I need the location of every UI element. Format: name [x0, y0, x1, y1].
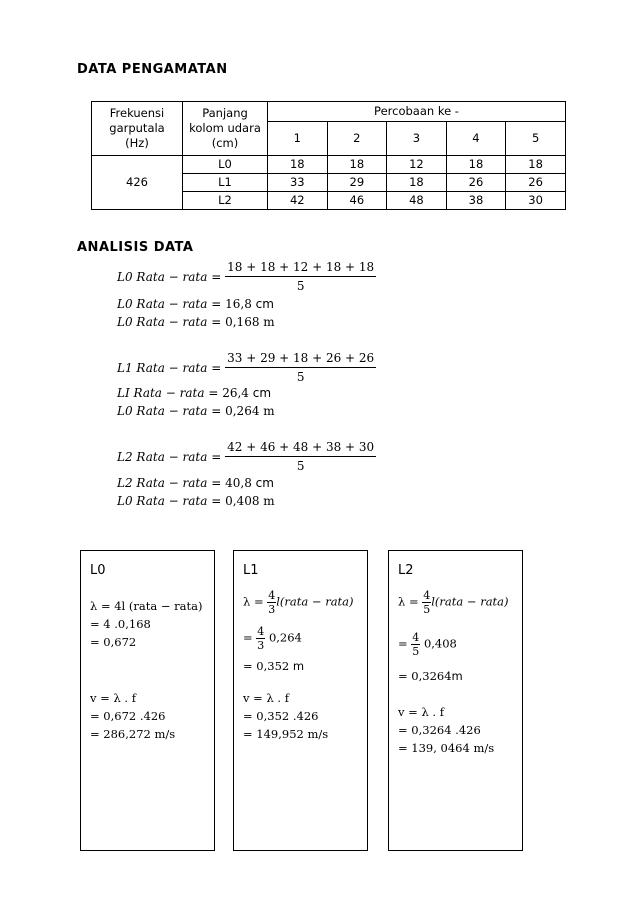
l0-average-formula: [117, 260, 376, 293]
fraction-numerator: 4: [268, 589, 276, 602]
fraction-denominator: 5: [296, 279, 305, 293]
equation-unit: m: [451, 669, 463, 683]
l1-average-m: [117, 404, 275, 418]
fraction: [225, 440, 376, 473]
equation-unit: cm: [255, 297, 274, 311]
velocity-formula: v = λ . f: [243, 691, 289, 705]
l2-calculation-box: [388, 550, 523, 851]
trial-number: 5: [506, 121, 566, 155]
wavelength-formula: [243, 589, 354, 616]
table-cell: 12: [387, 156, 447, 174]
formula-prefix: λ =: [243, 594, 264, 609]
velocity-formula: v = λ . f: [398, 705, 444, 719]
fraction: [267, 589, 276, 616]
table-cell: 29: [327, 174, 387, 192]
fraction: [411, 631, 420, 658]
fraction-numerator: 42 + 46 + 48 + 38 + 30: [225, 440, 376, 457]
fraction-numerator: 4: [412, 631, 420, 644]
table-cell: 18: [268, 156, 328, 174]
trial-number: 2: [327, 121, 387, 155]
calc-line: [398, 669, 463, 683]
fraction-denominator: 5: [296, 370, 305, 384]
table-cell: 38: [446, 192, 506, 210]
table-cell: 46: [327, 192, 387, 210]
table-cell: 18: [387, 174, 447, 192]
table-cell: 33: [268, 174, 328, 192]
frequency-header: [92, 102, 183, 156]
equation-value: 40,8: [225, 476, 252, 490]
wavelength-formula: λ = 4l (rata − rata): [90, 599, 203, 613]
calc-line: = 0,672 .426: [90, 709, 166, 723]
equation-value: 0,264: [268, 630, 302, 645]
fraction-denominator: 3: [268, 603, 276, 616]
table-cell: 18: [446, 156, 506, 174]
l1-calculation-box: [233, 550, 368, 851]
calc-line: = 4 .0,168: [90, 617, 151, 631]
trial-number: 4: [446, 121, 506, 155]
formula-prefix: λ =: [398, 594, 419, 609]
header-line: garputala: [109, 121, 165, 135]
table-cell: 18: [327, 156, 387, 174]
equation-lhs: L0 Rata − rata =: [117, 269, 222, 284]
equals-sign: =: [243, 630, 253, 645]
equation-value: = 0,352: [243, 659, 290, 673]
l2-average-m: [117, 494, 275, 508]
fraction-denominator: 5: [412, 645, 420, 658]
box-title: L1: [243, 563, 259, 578]
equation-lhs: L0 Rata − rata =: [117, 404, 222, 418]
row-label: L1: [183, 174, 268, 192]
trial-group-header: Percobaan ke -: [268, 102, 566, 122]
row-label: L0: [183, 156, 268, 174]
wavelength-formula: [398, 589, 509, 616]
fraction-denominator: 5: [296, 459, 305, 473]
header-line: (cm): [211, 136, 239, 150]
table-cell: 42: [268, 192, 328, 210]
calc-line: = 0,3264 .426: [398, 723, 481, 737]
fraction: [225, 351, 376, 384]
trial-number: 3: [387, 121, 447, 155]
table-header-row: [92, 102, 566, 122]
equation-value: 0,408: [423, 636, 457, 651]
fraction-numerator: 4: [423, 589, 431, 602]
equation-lhs: L0 Rata − rata =: [117, 315, 222, 329]
calc-line: = 139, 0464 m/s: [398, 741, 495, 755]
l0-calculation-box: [80, 550, 215, 851]
equation-value: 0,264 m: [225, 404, 275, 418]
table-cell: 26: [506, 174, 566, 192]
velocity-formula: v = λ . f: [90, 691, 136, 705]
equation-lhs: L2 Rata − rata =: [117, 476, 222, 490]
calc-line: [243, 625, 302, 652]
l1-average-formula: [117, 351, 376, 384]
equals-sign: =: [398, 636, 408, 651]
table-cell: 48: [387, 192, 447, 210]
calc-line: = 286,272 m/s: [90, 727, 176, 741]
l0-average-cm: [117, 297, 274, 311]
equation-value: 26,4: [222, 386, 249, 400]
equation-value: = 0,3264: [398, 669, 452, 683]
l2-average-formula: [117, 440, 376, 473]
frequency-value: 426: [92, 156, 183, 210]
equation-lhs: LI Rata − rata =: [117, 386, 219, 400]
equation-unit: cm: [255, 476, 274, 490]
equation-lhs: L1 Rata − rata =: [117, 360, 222, 375]
calc-line: [243, 659, 304, 673]
l2-average-cm: [117, 476, 274, 490]
fraction: [256, 625, 265, 652]
calc-line: [398, 631, 457, 658]
equation-value: 16,8: [225, 297, 252, 311]
header-line: Panjang: [202, 106, 248, 120]
fraction-numerator: 18 + 18 + 12 + 18 + 18: [225, 260, 376, 277]
calc-line: = 0,672: [90, 635, 137, 649]
equation-lhs: L0 Rata − rata =: [117, 297, 222, 311]
formula-suffix: l(rata − rata): [431, 594, 509, 609]
equation-lhs: L2 Rata − rata =: [117, 449, 222, 464]
fraction-denominator: 5: [423, 603, 431, 616]
header-line: Frekuensi: [109, 106, 165, 120]
fraction-denominator: 3: [257, 639, 265, 652]
equation-lhs: L0 Rata − rata =: [117, 494, 222, 508]
header-line: (Hz): [125, 136, 149, 150]
observation-table: [91, 101, 566, 210]
calc-line: = 149,952 m/s: [243, 727, 329, 741]
header-line: kolom udara: [189, 121, 261, 135]
fraction: [422, 589, 431, 616]
fraction-numerator: 4: [257, 625, 265, 638]
table-cell: 18: [506, 156, 566, 174]
row-label: L2: [183, 192, 268, 210]
length-header: [183, 102, 268, 156]
l0-average-m: [117, 315, 275, 329]
table-cell: 30: [506, 192, 566, 210]
calc-line: = 0,352 .426: [243, 709, 319, 723]
equation-value: 0,408 m: [225, 494, 275, 508]
equation-unit: m: [292, 659, 305, 673]
formula-suffix: l(rata − rata): [276, 594, 354, 609]
equation-value: 0,168 m: [225, 315, 275, 329]
fraction: [225, 260, 376, 293]
table-cell: 26: [446, 174, 506, 192]
box-title: L2: [398, 563, 414, 578]
analysis-heading: ANALISIS DATA: [77, 240, 194, 255]
box-title: L0: [90, 563, 106, 578]
equation-unit: cm: [252, 386, 272, 400]
fraction-numerator: 33 + 29 + 18 + 26 + 26: [225, 351, 376, 368]
table-row: [92, 156, 566, 174]
observation-heading: DATA PENGAMATAN: [77, 62, 228, 77]
trial-number: 1: [268, 121, 328, 155]
l1-average-cm: [117, 386, 271, 400]
